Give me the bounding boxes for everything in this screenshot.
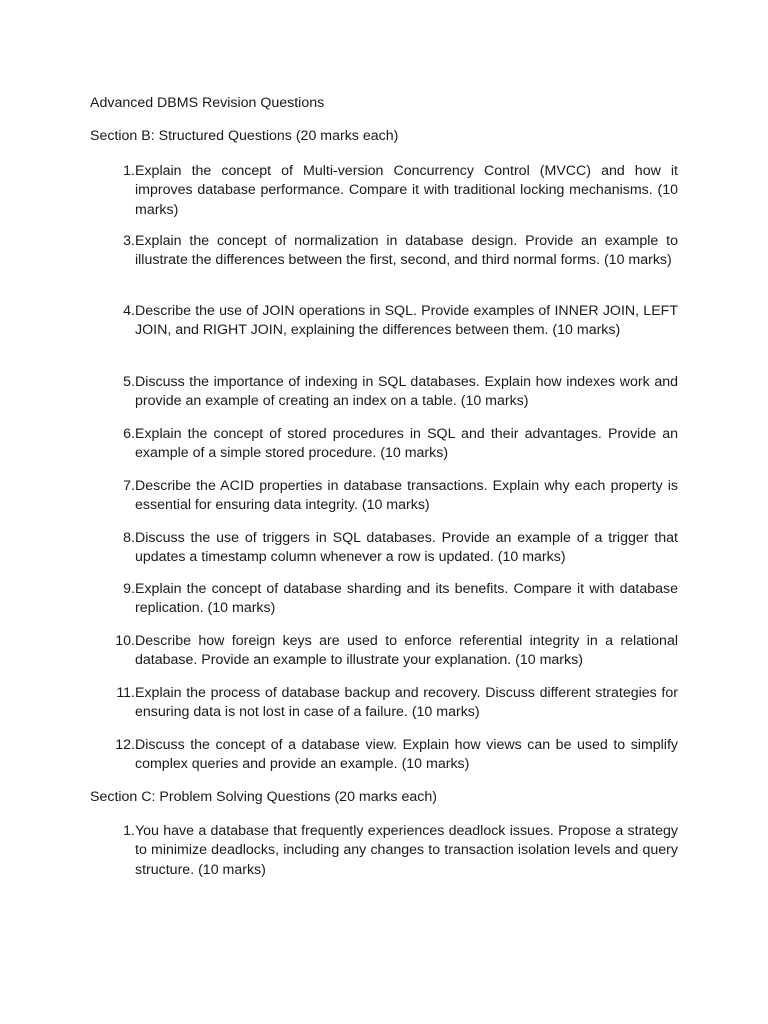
- question-number: 9.: [123, 581, 135, 597]
- section-b-heading: Section B: Structured Questions (20 marks each): [90, 128, 399, 144]
- question-item: [110, 425, 678, 464]
- question-text: Discuss the concept of a database view. Explain how views can be used to simplify complex queries and provide an example. (10 marks): [135, 737, 678, 773]
- question-number: 1.: [123, 163, 135, 179]
- question-number: 8.: [123, 530, 135, 546]
- question-text: Discuss the use of triggers in SQL databases. Provide an example of a trigger that updates a timestamp column whenever a row is updated. (10 marks): [135, 530, 678, 566]
- section-c-heading: Section C: Problem Solving Questions (20 marks each): [90, 789, 437, 805]
- question-item: [110, 162, 678, 220]
- question-item: [110, 373, 678, 412]
- question-text: Explain the concept of normalization in database design. Provide an example to illustrate the differences between the first, second, and third normal forms. (10 marks): [135, 233, 678, 269]
- question-item: [110, 477, 678, 516]
- question-text: You have a database that frequently experiences deadlock issues. Propose a strategy to minimize deadlocks, including any changes to transaction isolation levels and query structure. (10 marks): [135, 823, 678, 878]
- question-item: [110, 822, 678, 880]
- question-text: Explain the concept of Multi-version Concurrency Control (MVCC) and how it improves database performance. Compare it with traditional locking mechanisms. (10 marks): [135, 163, 678, 218]
- question-text: Describe how foreign keys are used to enforce referential integrity in a relational database. Provide an example to illustrate your explanation. (10 marks): [135, 633, 678, 669]
- question-text: Discuss the importance of indexing in SQL databases. Explain how indexes work and provide an example of creating an index on a table. (10 marks): [135, 374, 678, 410]
- question-item: [110, 632, 678, 671]
- question-number: 10.: [115, 633, 135, 649]
- document-title: Advanced DBMS Revision Questions: [90, 95, 325, 111]
- question-text: Describe the ACID properties in database transactions. Explain why each property is essential for ensuring data integrity. (10 marks): [135, 478, 678, 514]
- question-text: Describe the use of JOIN operations in SQL. Provide examples of INNER JOIN, LEFT JOIN, and RIGHT JOIN, explaining the differences between them. (10 marks): [135, 303, 678, 339]
- question-item: [110, 302, 678, 341]
- question-item: [110, 232, 678, 271]
- question-text: Explain the concept of stored procedures in SQL and their advantages. Provide an example of a simple stored procedure. (10 marks): [135, 426, 678, 462]
- question-number: 6.: [123, 426, 135, 442]
- question-item: [110, 580, 678, 619]
- question-number: 3.: [123, 233, 135, 249]
- question-number: 7.: [123, 478, 135, 494]
- question-number: 4.: [123, 303, 135, 319]
- question-number: 5.: [123, 374, 135, 390]
- question-text: Explain the concept of database sharding and its benefits. Compare it with database replication. (10 marks): [135, 581, 678, 617]
- question-number: 1.: [123, 823, 135, 839]
- question-item: [110, 736, 678, 775]
- question-text: Explain the process of database backup and recovery. Discuss different strategies for ensuring data is not lost in case of a failure. (10 marks): [135, 685, 678, 721]
- question-item: [110, 529, 678, 568]
- question-number: 11.: [116, 685, 135, 701]
- question-item: [110, 684, 678, 723]
- question-number: 12.: [115, 737, 135, 753]
